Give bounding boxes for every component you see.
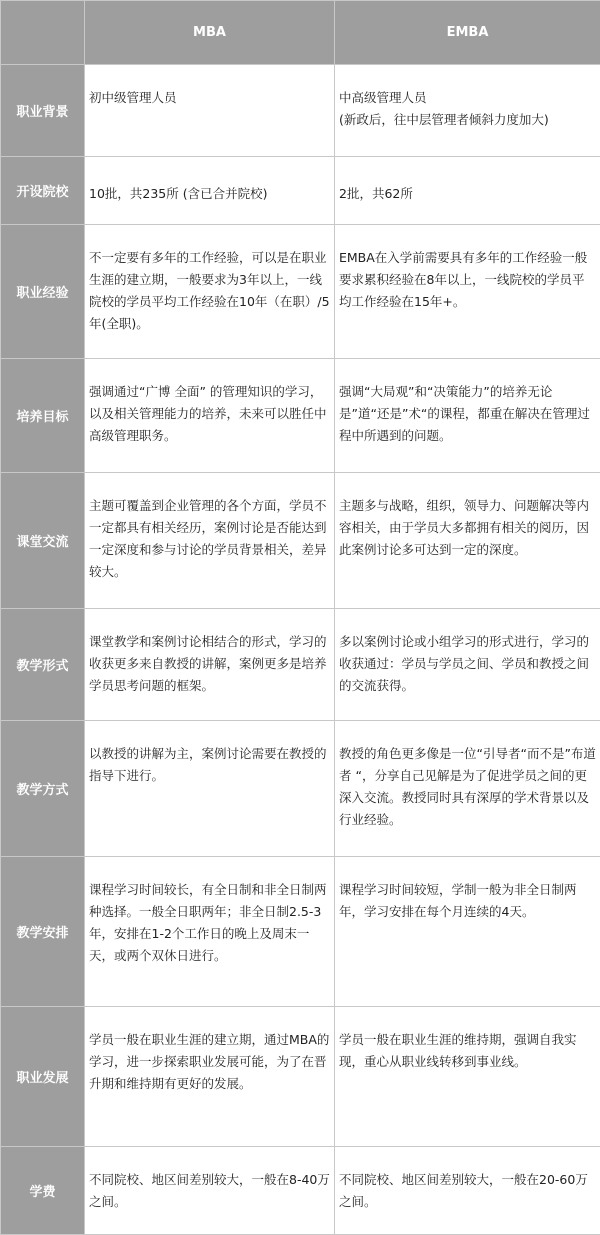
cell-emba-training-goal: 强调“大局观”和“决策能力”的培养无论是”道“还是”术“的课程，都重在解决在管理过程中所遇到的问题。 xyxy=(335,359,600,473)
cell-emba-class-exchange: 主题多与战略，组织，领导力、问题解决等内容相关，由于学员大多都拥有相关的阅历，因此案例讨论多可达到一定的深度。 xyxy=(335,473,600,609)
row-label-schools: 开设院校 xyxy=(1,157,85,225)
cell-emba-career-development: 学员一般在职业生涯的维持期，强调自我实现，重心从职业线转移到事业线。 xyxy=(335,1007,600,1147)
cell-emba-work-experience: EMBA在入学前需要具有多年的工作经验一般要求累积经验在8年以上，一线院校的学员平均工作经验在15年+。 xyxy=(335,225,600,359)
cell-mba-career-background xyxy=(85,65,335,157)
cell-mba-teaching-form: 课堂教学和案例讨论相结合的形式，学习的收获更多来自教授的讲解，案例更多是培养学员思考问题的框架。 xyxy=(85,609,335,721)
row-label-teaching-form: 教学形式 xyxy=(1,609,85,721)
cell-emba-career-background xyxy=(335,65,600,157)
header-row xyxy=(1,1,600,65)
table-row xyxy=(1,1147,600,1235)
cell-emba-teaching-method: 教授的角色更多像是一位“引导者“而不是”布道者 “，分享自己见解是为了促进学员之间的更深入交流。教授同时具有深厚的学术背景以及行业经验。 xyxy=(335,721,600,857)
row-label-training-goal: 培养目标 xyxy=(1,359,85,473)
row-label-work-experience: 职业经验 xyxy=(1,225,85,359)
table-row xyxy=(1,157,600,225)
table-row xyxy=(1,609,600,721)
table-row xyxy=(1,65,600,157)
table-row xyxy=(1,225,600,359)
cell-mba-work-experience: 不一定要有多年的工作经验，可以是在职业生涯的建立期，一般要求为3年以上，一线院校的学员平均工作经验在10年（在职）/5年(全职)。 xyxy=(85,225,335,359)
cell-mba-career-development: 学员一般在职业生涯的建立期，通过MBA的学习，进一步探索职业发展可能，为了在晋升期和维持期有更好的发展。 xyxy=(85,1007,335,1147)
table-row xyxy=(1,359,600,473)
table-row xyxy=(1,1007,600,1147)
cell-mba-schools: 10批，共235所 (含已合并院校) xyxy=(85,157,335,225)
cell-mba-teaching-schedule: 课程学习时间较长，有全日制和非全日制两种选择。一般全日职两年；非全日制2.5-3年，安排在1-2个工作日的晚上及周末一天，或两个双休日进行。 xyxy=(85,857,335,1007)
row-label-career-development: 职业发展 xyxy=(1,1007,85,1147)
table-row xyxy=(1,721,600,857)
emba-text: 中高级管理人员 (新政后，往中层管理者倾斜力度加大) xyxy=(339,90,549,127)
cell-emba-schools: 2批，共62所 xyxy=(335,157,600,225)
row-label-tuition: 学费 xyxy=(1,1147,85,1235)
cell-mba-tuition: 不同院校、地区间差别较大，一般在8-40万之间。 xyxy=(85,1147,335,1235)
header-emba: EMBA xyxy=(335,1,600,65)
cell-mba-training-goal: 强调通过“广博 全面” 的管理知识的学习，以及相关管理能力的培养，未来可以胜任中高级管理职务。 xyxy=(85,359,335,473)
cell-mba-class-exchange: 主题可覆盖到企业管理的各个方面，学员不一定都具有相关经历，案例讨论是否能达到一定深度和参与讨论的学员背景相关，差异较大。 xyxy=(85,473,335,609)
cell-emba-teaching-schedule: 课程学习时间较短，学制一般为非全日制两年，学习安排在每个月连续的4天。 xyxy=(335,857,600,1007)
header-mba: MBA xyxy=(85,1,335,65)
cell-mba-teaching-method: 以教授的讲解为主，案例讨论需要在教授的指导下进行。 xyxy=(85,721,335,857)
mba-line: 初中级管理人员 xyxy=(89,90,177,105)
row-label-career-background: 职业背景 xyxy=(1,65,85,157)
header-corner xyxy=(1,1,85,65)
row-label-teaching-schedule: 教学安排 xyxy=(1,857,85,1007)
row-label-teaching-method: 教学方式 xyxy=(1,721,85,857)
cell-emba-teaching-form: 多以案例讨论或小组学习的形式进行，学习的收获通过：学员与学员之间、学员和教授之间的交流获得。 xyxy=(335,609,600,721)
row-label-class-exchange: 课堂交流 xyxy=(1,473,85,609)
table-row xyxy=(1,857,600,1007)
table-row xyxy=(1,473,600,609)
cell-emba-tuition: 不同院校、地区间差别较大，一般在20-60万之间。 xyxy=(335,1147,600,1235)
